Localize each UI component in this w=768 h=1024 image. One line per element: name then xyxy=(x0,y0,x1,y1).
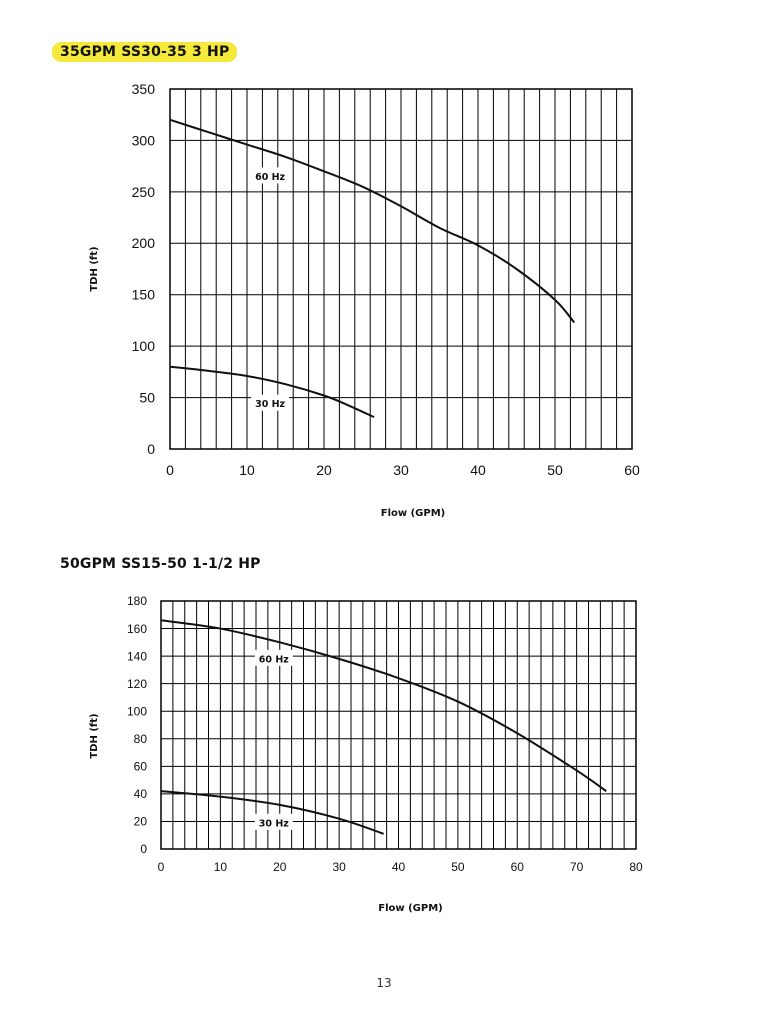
y-tick-label: 150 xyxy=(131,286,155,303)
x-tick-label: 70 xyxy=(569,860,584,874)
series-label-30-hz: 30 Hz xyxy=(258,818,289,830)
y-tick-label: 250 xyxy=(131,183,155,200)
chart-title-35gpm: 35GPM SS30-35 3 HP xyxy=(52,42,237,62)
x-tick-label: 30 xyxy=(393,462,409,478)
series-label-60-hz: 60 Hz xyxy=(258,654,289,666)
y-tick-label: 100 xyxy=(126,704,147,719)
y-tick-label: 80 xyxy=(133,731,147,746)
y-tick-label: 0 xyxy=(140,842,147,857)
y-tick-label: 0 xyxy=(147,440,155,457)
curve-60-hz xyxy=(170,120,574,323)
y-tick-label: 160 xyxy=(126,621,147,636)
series-label-60-hz: 60 Hz xyxy=(255,171,286,183)
y-axis-label: TDH (ft) xyxy=(89,713,100,759)
y-tick-label: 350 xyxy=(131,80,155,97)
y-tick-label: 200 xyxy=(131,235,155,252)
x-tick-label: 40 xyxy=(470,462,486,478)
x-tick-label: 10 xyxy=(213,860,228,874)
y-tick-label: 140 xyxy=(126,649,147,664)
x-tick-label: 0 xyxy=(166,462,174,478)
x-tick-label: 0 xyxy=(157,860,165,874)
series-label-30-hz: 30 Hz xyxy=(255,399,286,411)
y-tick-label: 50 xyxy=(139,389,155,406)
x-tick-label: 50 xyxy=(547,462,563,478)
x-tick-label: 20 xyxy=(273,860,287,874)
y-tick-label: 180 xyxy=(126,594,147,609)
y-tick-label: 60 xyxy=(133,759,147,774)
y-tick-label: 20 xyxy=(133,814,147,829)
curve-60-hz xyxy=(161,620,606,791)
x-tick-label: 60 xyxy=(624,462,640,478)
y-tick-label: 300 xyxy=(131,132,155,149)
x-tick-label: 60 xyxy=(510,860,524,874)
y-tick-label: 40 xyxy=(133,787,147,802)
page-number: 13 xyxy=(376,976,392,990)
x-tick-label: 10 xyxy=(239,462,255,478)
chart-35gpm xyxy=(0,70,768,530)
x-tick-label: 50 xyxy=(451,860,465,874)
chart-title-50gpm: 50GPM SS15-50 1-1/2 HP xyxy=(60,556,261,572)
x-tick-label: 80 xyxy=(629,860,643,874)
y-tick-label: 120 xyxy=(126,676,147,691)
x-tick-label: 40 xyxy=(391,860,406,874)
x-tick-label: 20 xyxy=(316,462,332,478)
x-axis-label: Flow (GPM) xyxy=(378,903,443,914)
x-tick-label: 30 xyxy=(332,860,346,874)
y-axis-label: TDH (ft) xyxy=(89,246,100,292)
grid xyxy=(161,601,636,849)
y-tick-label: 100 xyxy=(131,338,155,355)
x-axis-label: Flow (GPM) xyxy=(380,508,446,519)
chart-50gpm xyxy=(0,585,768,925)
